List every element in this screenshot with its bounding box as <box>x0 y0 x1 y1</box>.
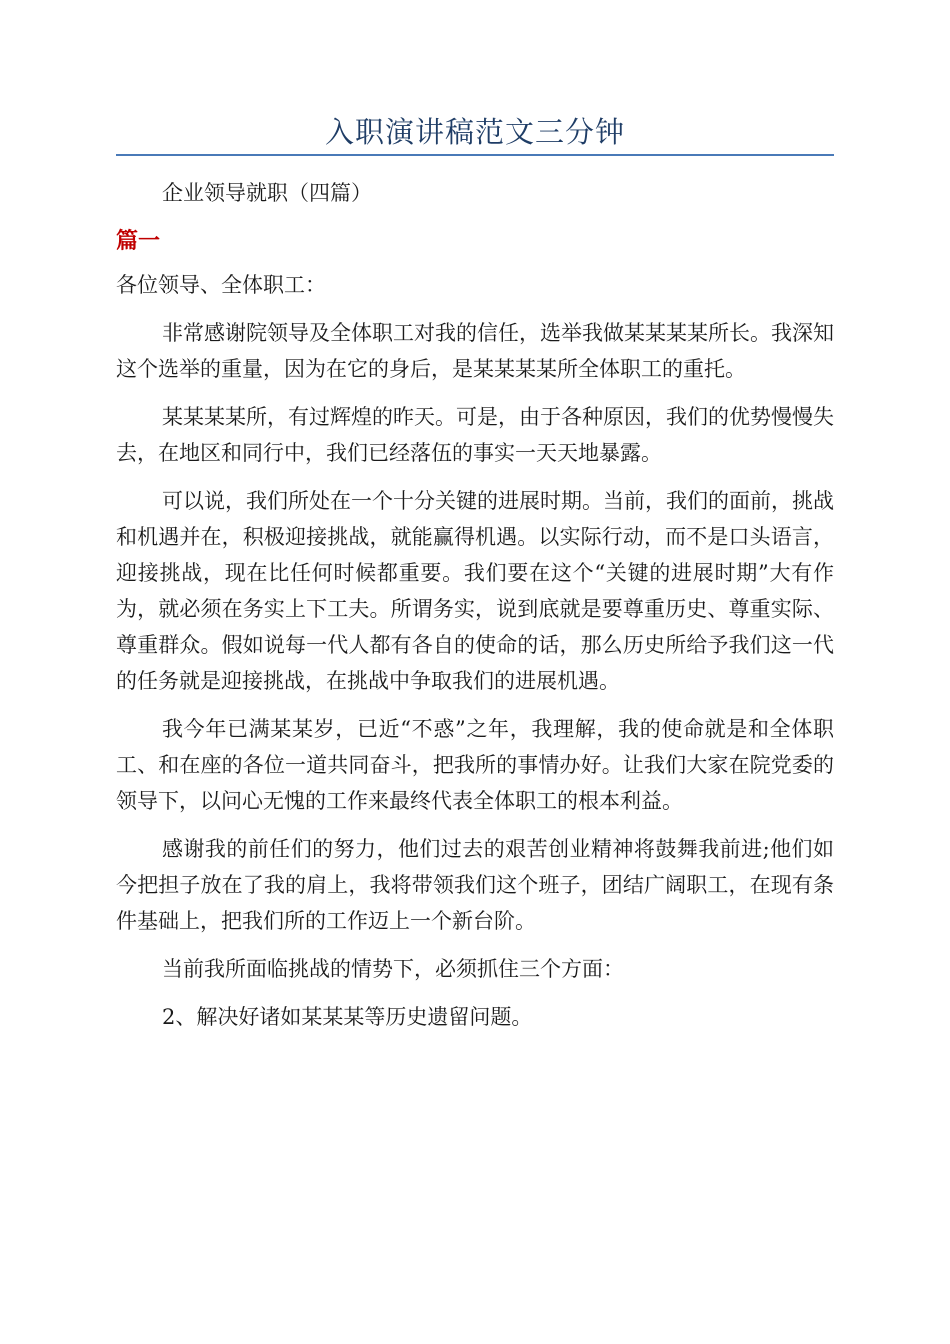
paragraph: 可以说，我们所处在一个十分关键的进展时期。当前，我们的面前，挑战和机遇并在，积极迎接挑战，就能赢得机遇。以实际行动，而不是口头语言，迎接挑战，现在比任何时候都重要。我们要在这个“关键的进展时期”大有作为，就必须在务实上下工夫。所谓务实，说到底就是要尊重历史、尊重实际、尊重群众。假如说每一代人都有各自的使命的话，那么历史所给予我们这一代的任务就是迎接挑战，在挑战中争取我们的进展机遇。 <box>116 489 834 693</box>
paragraph: 2、解决好诸如某某某等历史遗留问题。 <box>162 1005 533 1029</box>
document-subtitle: 企业领导就职（四篇） <box>162 181 372 205</box>
paragraph: 感谢我的前任们的努力，他们过去的艰苦创业精神将鼓舞我前进;他们如今把担子放在了我的肩上，我将带领我们这个班子，团结广阔职工，在现有条件基础上，把我们所的工作迈上一个新台阶。 <box>116 837 834 933</box>
section-heading: 篇一 <box>116 229 161 254</box>
salutation: 各位领导、全体职工： <box>116 273 326 297</box>
paragraph: 非常感谢院领导及全体职工对我的信任，选举我做某某某某所长。我深知这个选举的重量，因为在它的身后，是某某某某所全体职工的重托。 <box>116 321 834 381</box>
paragraph: 我今年已满某某岁，已近“不惑”之年，我理解，我的使命就是和全体职工、和在座的各位一道共同奋斗，把我所的事情办好。让我们大家在院党委的领导下，以问心无愧的工作来最终代表全体职工的根本利益。 <box>116 717 834 813</box>
paragraph: 某某某某所，有过辉煌的昨天。可是，由于各种原因，我们的优势慢慢失去，在地区和同行中，我们已经落伍的事实一天天地暴露。 <box>116 405 834 465</box>
title-underline <box>116 154 834 156</box>
paragraph: 当前我所面临挑战的情势下，必须抓住三个方面： <box>162 957 624 981</box>
document-body <box>116 175 834 1035</box>
document-title: 入职演讲稿范文三分钟 <box>324 115 625 149</box>
